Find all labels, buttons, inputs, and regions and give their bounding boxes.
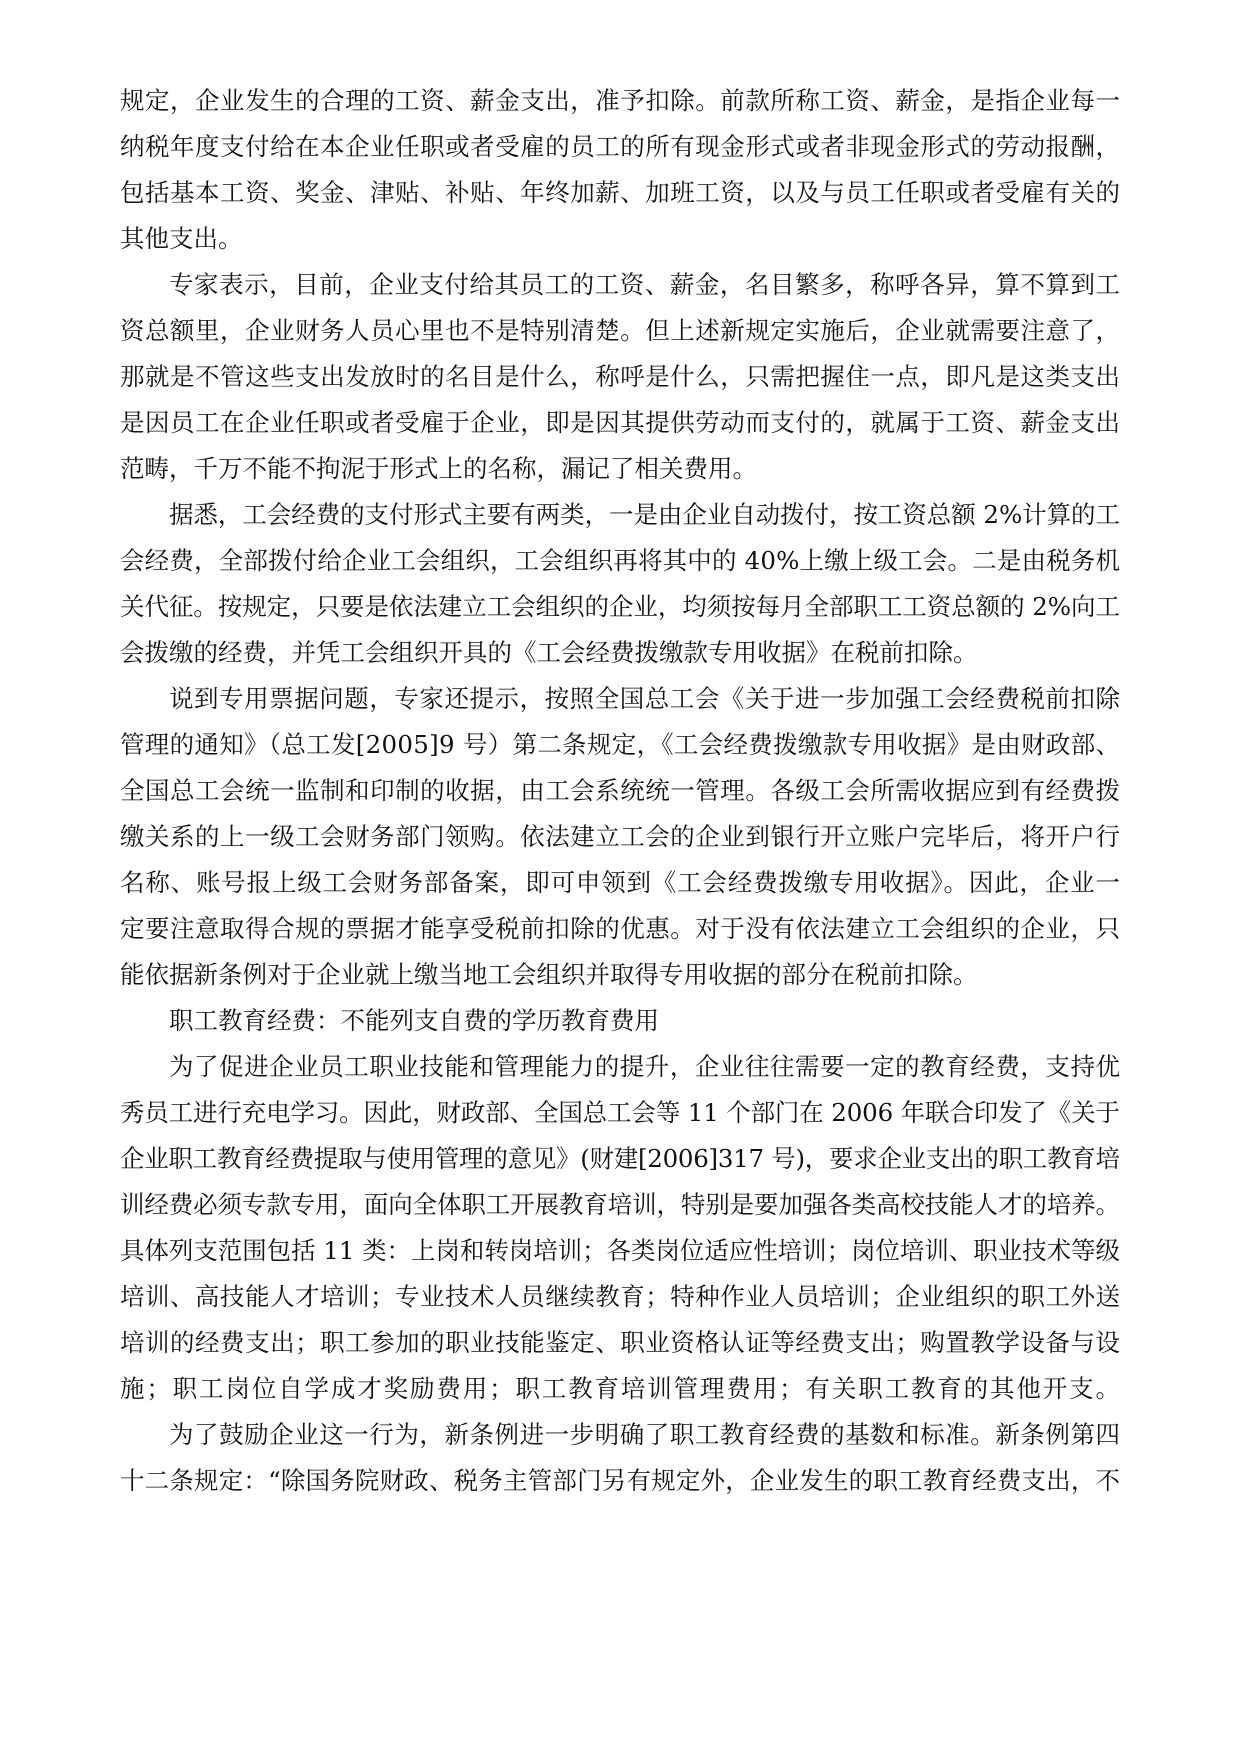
text-line: 其他支出。 xyxy=(120,224,243,253)
text-line: 包括基本工资、奖金、津贴、补贴、年终加薪、加班工资，以及与员工任职或者受雇有关的 xyxy=(120,178,1121,207)
text-line: 培训的经费支出；职工参加的职业技能鉴定、职业资格认证等经费支出；购置教学设备与设 xyxy=(120,1328,1121,1357)
text-line: 名称、账号报上级工会财务部备案，即可申领到《工会经费拨缴专用收据》。因此，企业一 xyxy=(120,868,1121,897)
text-line: 施；职工岗位自学成才奖励费用；职工教育培训管理费用；有关职工教育的其他开支。 xyxy=(120,1374,1122,1403)
text-line: 能依据新条例对于企业就上缴当地工会组织并取得专用收据的部分在税前扣除。 xyxy=(120,960,978,989)
text-line: 秀员工进行充电学习。因此，财政部、全国总工会等 11 个部门在 2006 年联合印发了《关于 xyxy=(120,1098,1120,1127)
text-line: 培训、高技能人才培训；专业技术人员继续教育；特种作业人员培训；企业组织的职工外送 xyxy=(120,1282,1121,1311)
text-line: 规定，企业发生的合理的工资、薪金支出，准予扣除。前款所称工资、薪金，是指企业每一 xyxy=(120,86,1121,115)
text-line: 缴关系的上一级工会财务部门领购。依法建立工会的企业到银行开立账户完毕后，将开户行 xyxy=(120,822,1121,851)
text-line: 资总额里，企业财务人员心里也不是特别清楚。但上述新规定实施后，企业就需要注意了， xyxy=(120,316,1121,345)
document-page xyxy=(120,78,1120,1504)
text-line: 范畴，千万不能不拘泥于形式上的名称，漏记了相关费用。 xyxy=(120,454,757,483)
text-line: 那就是不管这些支出发放时的名目是什么，称呼是什么，只需把握住一点，即凡是这类支出 xyxy=(120,362,1121,391)
paragraph-first-line: 据悉，工会经费的支付形式主要有两类，一是由企业自动拨付，按工资总额 2%计算的工 xyxy=(169,500,1120,529)
text-line: 管理的通知》（总工发[2005]9 号）第二条规定，《工会经费拨缴款专用收据》是由财政部、 xyxy=(120,730,1121,759)
paragraph-first-line: 为了促进企业员工职业技能和管理能力的提升，企业往往需要一定的教育经费，支持优 xyxy=(169,1052,1121,1081)
text-line: 会经费，全部拨付给企业工会组织，工会组织再将其中的 40%上缴上级工会。二是由税务机 xyxy=(120,546,1121,575)
paragraph-first-line: 说到专用票据问题，专家还提示，按照全国总工会《关于进一步加强工会经费税前扣除 xyxy=(169,684,1121,713)
text-line: 是因员工在企业任职或者受雇于企业，即是因其提供劳动而支付的，就属于工资、薪金支出 xyxy=(120,408,1121,437)
text-line: 十二条规定：“除国务院财政、税务主管部门另有规定外，企业发生的职工教育经费支出，不 xyxy=(120,1466,1121,1495)
text-line: 纳税年度支付给在本企业任职或者受雇的员工的所有现金形式或者非现金形式的劳动报酬， xyxy=(120,132,1121,161)
paragraph-first-line: 专家表示，目前，企业支付给其员工的工资、薪金，名目繁多，称呼各异，算不算到工 xyxy=(169,270,1121,299)
text-line: 会拨缴的经费，并凭工会组织开具的《工会经费拨缴款专用收据》在税前扣除。 xyxy=(120,638,978,667)
text-line: 训经费必须专款专用，面向全体职工开展教育培训，特别是要加强各类高校技能人才的培养。 xyxy=(120,1190,1120,1219)
text-line: 具体列支范围包括 11 类：上岗和转岗培训；各类岗位适应性培训；岗位培训、职业技术等级 xyxy=(120,1236,1120,1265)
text-line: 关代征。按规定，只要是依法建立工会组织的企业，均须按每月全部职工工资总额的 2%向工 xyxy=(120,592,1120,621)
text-line: 定要注意取得合规的票据才能享受税前扣除的优惠。对于没有依法建立工会组织的企业，只 xyxy=(120,914,1121,943)
text-line: 企业职工教育经费提取与使用管理的意见》(财建[2006]317 号)，要求企业支出的职工教育培 xyxy=(120,1144,1120,1173)
paragraph-first-line: 为了鼓励企业这一行为，新条例进一步明确了职工教育经费的基数和标准。新条例第四 xyxy=(169,1420,1121,1449)
paragraph-first-line: 职工教育经费：不能列支自费的学历教育费用 xyxy=(169,1006,659,1035)
text-line: 全国总工会统一监制和印制的收据，由工会系统统一管理。各级工会所需收据应到有经费拨 xyxy=(120,776,1121,805)
